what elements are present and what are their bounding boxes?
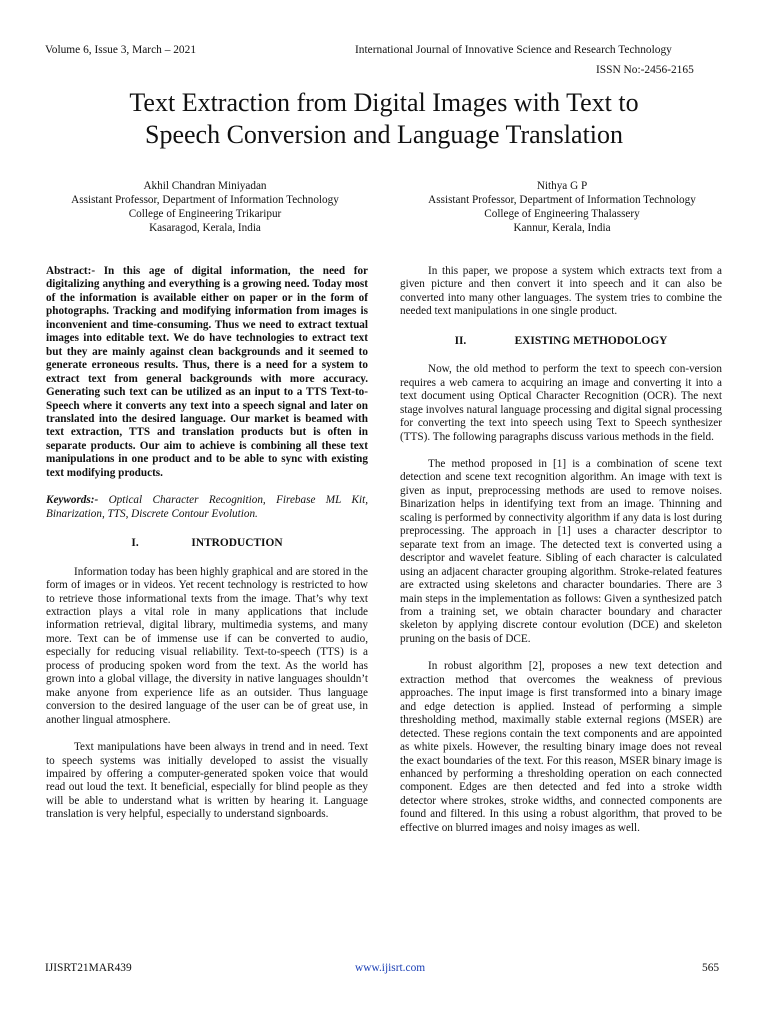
author-position: Assistant Professor, Department of Information Technology bbox=[71, 194, 339, 206]
footer-page-number: 565 bbox=[702, 962, 720, 974]
author-name: Akhil Chandran Miniyadan bbox=[143, 180, 267, 192]
keywords bbox=[46, 494, 368, 521]
section-title: INTRODUCTION bbox=[191, 537, 283, 550]
left-column bbox=[46, 265, 368, 822]
paper-title-line-1: Text Extraction from Digital Images with Text to bbox=[129, 88, 639, 117]
section-number: II. bbox=[454, 334, 467, 347]
author-block-2 bbox=[392, 179, 732, 235]
author-institution: College of Engineering Trikaripur bbox=[128, 208, 282, 220]
section-heading-introduction bbox=[46, 537, 368, 550]
paragraph: In robust algorithm [2], proposes a new text detection and extraction method that overcomes the weakness of previous approaches. The input image is first transformed into a binary image and edge detection is applied. Instead of performing a simple thresholding method, maximally stable external regions (MSER) are detected. These regions contain the text components and are appointed as white pixels. However, the resulting binary image does not reveal the exact boundaries of the text. For this reason, MSER binary image is enhanced by performing a thresholding operation on each connected component. Edges are then detected and fed into a stroke width detector where strokes, stroke widths, and connected components are found and filtered. In this using a robust algorithm, that proved to be effective on blurred images and noisy images as well. bbox=[400, 660, 722, 834]
paragraph: Now, the old method to perform the text to speech con-version requires a web camera to acquiring an image and converting it into a text document using Optical Character Recognition (OCR). The next stage involves natural language processing and digital signal processing for converting the text into speech using Text to Speech synthesizer (TTS). The following paragraphs discuss various methods in the field. bbox=[400, 363, 722, 443]
paragraph: In this paper, we propose a system which extracts text from a given picture and then convert it into speech and it can also be converted into many other languages. The system tries to combine the needed text manipulations in one single product. bbox=[400, 265, 722, 318]
footer-paper-code: IJISRT21MAR439 bbox=[45, 962, 132, 974]
header-journal-name: International Journal of Innovative Science and Research Technology bbox=[355, 44, 672, 56]
section-number: I. bbox=[131, 537, 139, 550]
footer-website-link[interactable]: www.ijisrt.com bbox=[355, 962, 426, 974]
author-block-1 bbox=[35, 179, 375, 235]
author-location: Kasaragod, Kerala, India bbox=[149, 222, 261, 234]
header-volume: Volume 6, Issue 3, March – 2021 bbox=[45, 44, 197, 56]
header-issn: ISSN No:-2456-2165 bbox=[596, 64, 694, 76]
author-institution: College of Engineering Thalassery bbox=[484, 208, 640, 220]
author-name: Nithya G P bbox=[536, 180, 588, 192]
paper-title-line-2: Speech Conversion and Language Translation bbox=[144, 120, 624, 149]
author-position: Assistant Professor, Department of Information Technology bbox=[428, 194, 696, 206]
author-location: Kannur, Kerala, India bbox=[513, 222, 611, 234]
paper-title bbox=[0, 87, 768, 151]
paragraph: Information today has been highly graphical and are stored in the form of images or in videos. Yet recent technology is restricted to how to retrieve those informational texts from the image. That’s why text extraction plays a vital role in many applications that include information retrieval, digital library, multimedia systems, and many more. Text can be of immense use if can be converted to audio, especially for reducing visual reliability. Text-to-speech (TTS) is a process of producing spoken word from the text. As the world has grown into a global village, the diversity in native languages shouldn’t make anyone from experience life as an outsider. Thus language conversion to the desired language of the user can be of great use, in another lingual atmosphere. bbox=[46, 565, 368, 726]
abstract: Abstract:- In this age of digital information, the need for digitalizing anything and everything is a growing need. Today most of the information is available either on paper or in the form of photographs. Tracking and modifying information from images is inconvenient and time-consuming. Thus we need to extract textual images into editable text. We do have technologies to extract text but they are mainly against clean backgrounds and it seemed to generate erroneous results. Thus, there is a need for a system to extract text from general backgrounds with more accuracy. Generating such text can be utilized as an input to a TTS Text-to-Speech where it converts any text into a speech signal and later on translated into the desired language. Our market is beamed with text extraction, TTS and translation products but is often in separate products. Our aim to achieve is combining all these text manipulations in one product and to be able to sync with existing text modifying products. bbox=[46, 265, 368, 479]
keywords-text: Optical Character Recognition, Firebase ML Kit, Binarization, TTS, Discrete Contour Evolution. bbox=[46, 494, 368, 520]
keywords-label: Keywords:- bbox=[46, 494, 99, 507]
section-heading-existing-methodology bbox=[400, 335, 722, 348]
right-column bbox=[400, 265, 722, 835]
section-title: EXISTING METHODOLOGY bbox=[514, 334, 668, 347]
paragraph: The method proposed in [1] is a combination of scene text detection and scene text recognition algorithm. An image with text is given as input, preprocessing methods are used to remove noises. Binarization helps in identifying text from an image. Thinning and scaling is performed by connectivity algorithm if any data is lost during preprocessing. The approach in [1] uses a character descriptor to separate text from an image. The detected text is converted using a descriptor and wavelet feature. Sibling of each character is calculated using an adjacent character grouping algorithm. Stroke-related features are extracted using skeletons and character boundaries. There are 3 main steps in the implementation as follows: Given a synthesized patch from a training set, we obtain character boundary and character skeleton by applying discrete contour evolution (DCE) and skeleton pruning on the basis of DCE. bbox=[400, 457, 722, 645]
paragraph: Text manipulations have been always in trend and in need. Text to speech systems was initially developed to assist the visually impaired by offering a computer-generated spoken voice that would read out loud the text. It beneficial, especially for blind people as they will be able to understand what is written by hearing it. Language translation is very helpful, especially to understand signboards. bbox=[46, 741, 368, 821]
